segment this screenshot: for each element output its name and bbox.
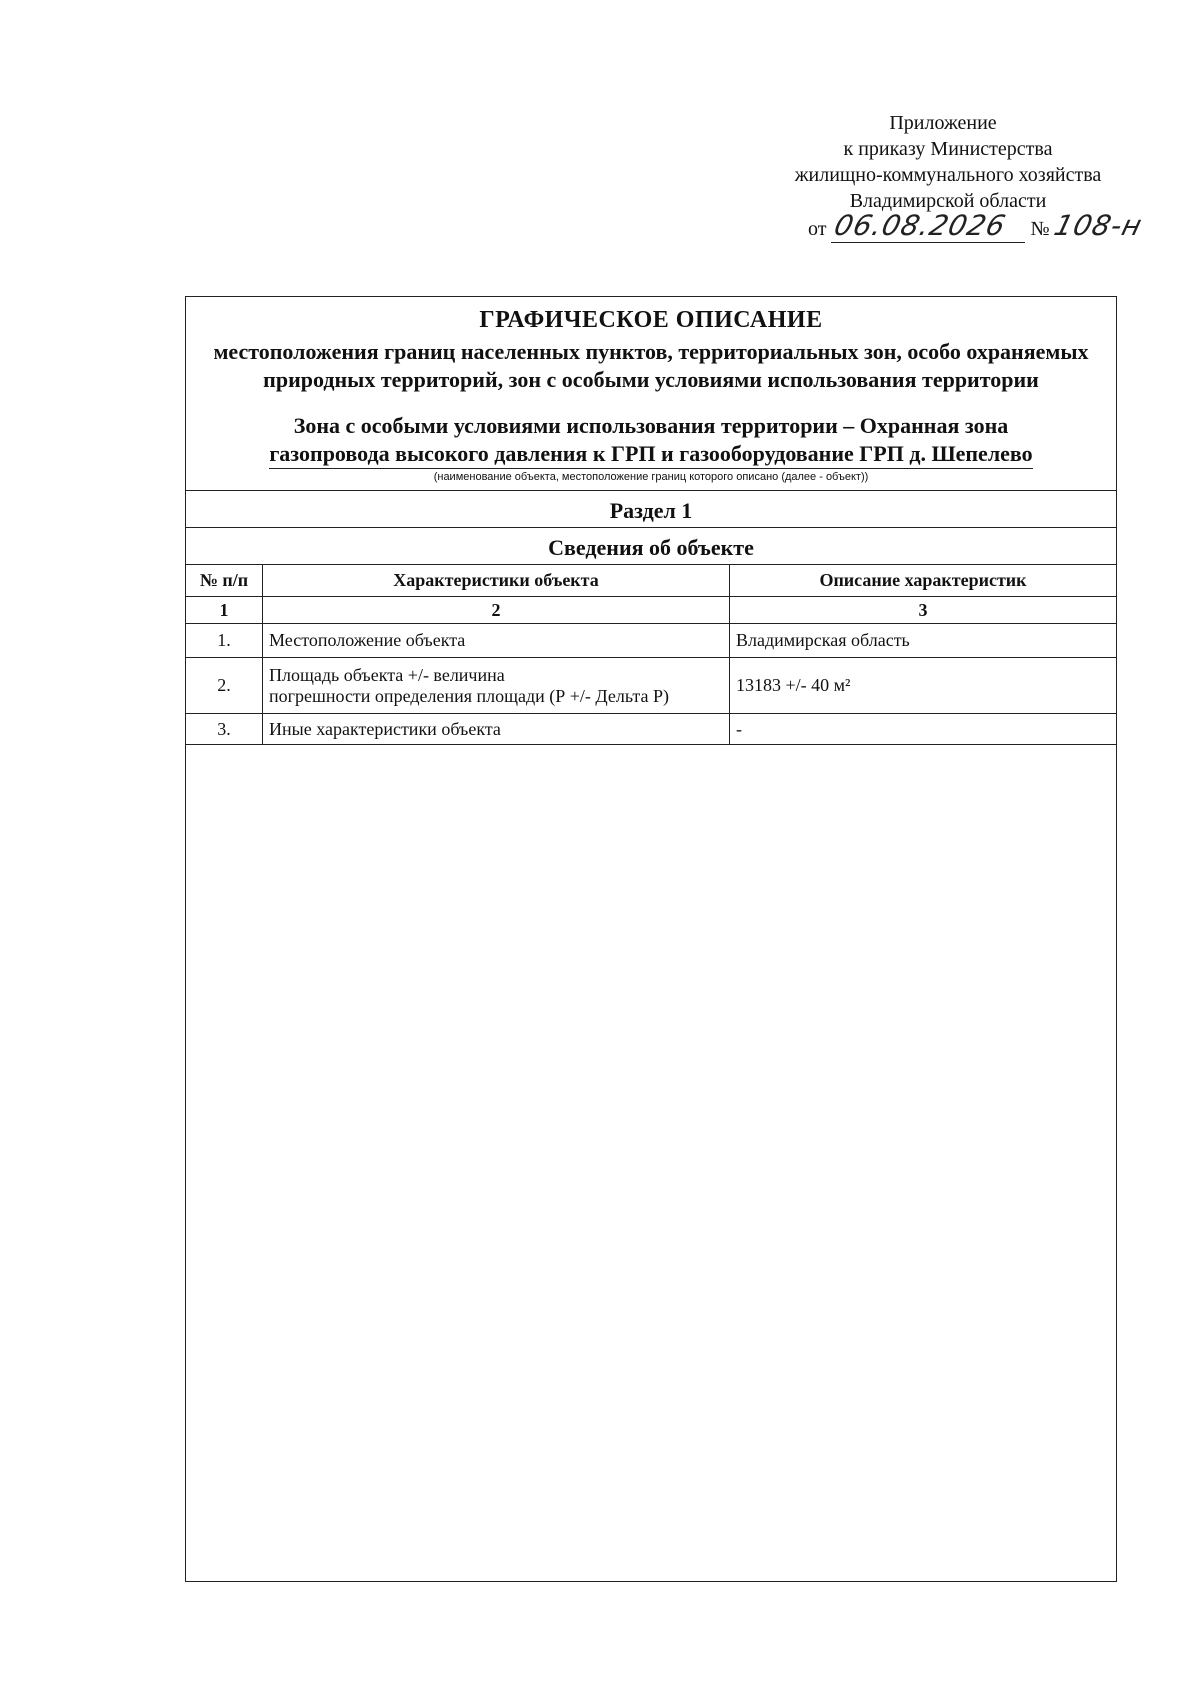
object-name (186, 412, 1116, 469)
table-row (186, 658, 1116, 714)
table-row (186, 624, 1116, 658)
header-characteristics: Характеристики объекта (263, 565, 730, 597)
document-header (186, 307, 1116, 469)
order-date-number (808, 209, 1146, 243)
document-title: ГРАФИЧЕСКОЕ ОПИСАНИЕ (479, 307, 823, 333)
object-info-table (186, 564, 1116, 745)
column-number-row (186, 597, 1116, 624)
section-heading: Раздел 1 (186, 490, 1116, 527)
row-description: 13183 +/- 40 м² (730, 658, 1117, 714)
table-header-row (186, 565, 1116, 597)
row-characteristic: Иные характеристики объекта (263, 714, 730, 745)
column-number-2: 2 (263, 597, 730, 624)
order-date: 06.08.2026 (831, 209, 1010, 242)
row-description: - (730, 714, 1117, 745)
from-label: от (808, 218, 827, 240)
number-label: № (1030, 218, 1050, 240)
order-number-field (1050, 209, 1146, 242)
row-characteristic-line2: погрешности определения площади (Р +/- Дельта Р) (269, 685, 669, 706)
table-row (186, 714, 1116, 745)
row-characteristic: Местоположение объекта (263, 624, 730, 658)
appendix-order-ref: к приказу Министерства (843, 138, 1053, 160)
column-number-1: 1 (186, 597, 263, 624)
appendix-block (588, 110, 1108, 214)
object-name-line1: Зона с особыми условиями использования территории – Охранная зона (293, 413, 1009, 438)
appendix-region: Владимирской области (849, 190, 1047, 212)
section-title: Сведения об объекте (186, 527, 1116, 564)
column-number-3: 3 (730, 597, 1117, 624)
row-num: 1. (186, 624, 263, 658)
document-frame (185, 296, 1117, 1582)
row-characteristic-line1: Площадь объекта +/- величина (269, 664, 505, 685)
row-num: 2. (186, 658, 263, 714)
object-name-caption: (наименование объекта, местоположение границ которого описано (далее - объект)) (433, 471, 869, 483)
order-number: 108-н (1050, 209, 1146, 242)
object-name-line2: газопровода высокого давления к ГРП и газооборудование ГРП д. Шепелево (269, 440, 1032, 469)
header-num: № п/п (186, 565, 263, 597)
document-subtitle: местоположения границ населенных пунктов, территориальных зон, особо охраняемых природных территорий, зон с особыми условиями использования территории (213, 339, 1089, 392)
row-num: 3. (186, 714, 263, 745)
header-description: Описание характеристик (730, 565, 1117, 597)
order-date-field (831, 209, 1025, 243)
appendix-ministry: жилищно-коммунального хозяйства (794, 164, 1102, 186)
row-characteristic (263, 658, 730, 714)
appendix-title: Приложение (889, 112, 997, 134)
row-description: Владимирская область (730, 624, 1117, 658)
